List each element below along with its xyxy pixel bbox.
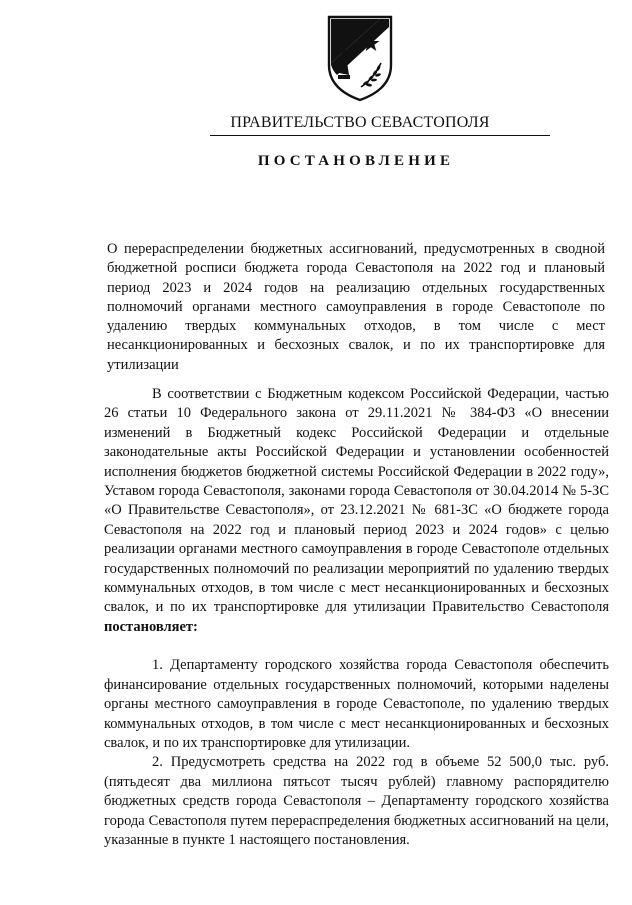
- preamble-paragraph: [104, 385, 609, 637]
- sevastopol-coat-of-arms-icon: [325, 13, 395, 103]
- document-title: О перераспределении бюджетных ассигнований, предусмотренных в сводной бюджетной росписи бюджета города Севастополя на 2022 год и плановый период 2023 и 2024 годов на реализацию отдельных государственных полномочий органами местного самоуправления в городе Севастополе по удалению твердых коммунальных отходов, в том числе с мест несанкционированных и бесхозных свалок, и по их транспортировке для утилизации: [107, 241, 605, 373]
- item-2: 2. Предусмотреть средства на 2022 год в объеме 52 500,0 тыс. руб. (пятьдесят два миллиона пятьсот тысяч рублей) главному распорядителю бюджетных средств города Севастополя – Департаменту городского хозяйства города Севастополя путем перераспределения бюджетных ассигнований на цели, указанные в пункте 1 настоящего постановления.: [104, 754, 609, 848]
- document-body: [104, 385, 609, 850]
- item-1: 1. Департаменту городского хозяйства города Севастополя обеспечить финансирование отдельных государственных полномочий, которыми наделены органы местного самоуправления в городе Севастополе, по удалению твердых коммунальных отходов, в том числе с мест несанкционированных и бесхозных свалок, и по их транспортировке для утилизации.: [104, 657, 609, 751]
- government-name: ПРАВИТЕЛЬСТВО СЕВАСТОПОЛЯ: [230, 114, 490, 131]
- preamble-text: В соответствии с Бюджетным кодексом Российской Федерации, частью 26 статьи 10 Федерального закона от 29.11.2021 № 384-ФЗ «О внесении изменений в Бюджетный кодекс Российской Федерации и отдельные законодательные акты Российской Федерации и установлении особенностей исполнения бюджетов бюджетной системы Российской Федерации в 2022 году», Уставом города Севастополя, законами города Севастополя от 30.04.2014 № 5-ЗС «О Правительстве Севастополя», от 23.12.2021 № 681-ЗС «О бюджете города Севастополя на 2022 год и плановый период 2023 и 2024 годов» с целью реализации органами местного самоуправления в городе Севастополе отдельных государственных полномочий по реализации мероприятий по удалению твердых коммунальных отходов, в том числе с мест несанкционированных и бесхозных свалок, и по их транспортировке для утилизации Правительство Севастополя: [104, 386, 609, 616]
- decree-word: постановляет:: [104, 618, 198, 635]
- document-type-heading: ПОСТАНОВЛЕНИЕ: [257, 153, 455, 169]
- header-underline: [210, 135, 550, 136]
